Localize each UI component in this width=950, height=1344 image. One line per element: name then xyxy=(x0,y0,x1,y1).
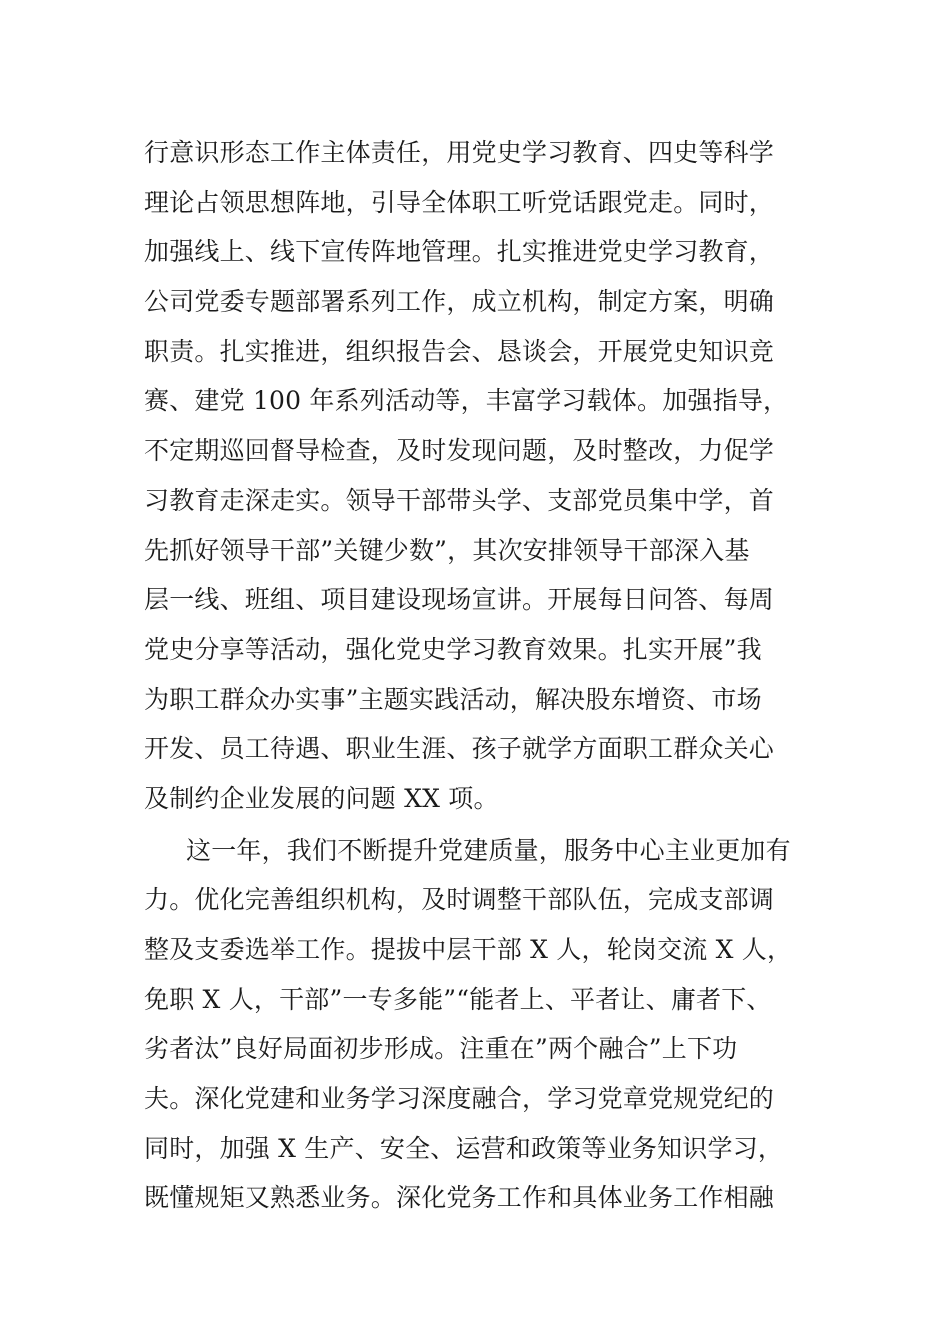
paragraph-line: 同时，加强 X 生产、安全、运营和政策等业务知识学习， xyxy=(144,1133,784,1163)
paragraph-2 xyxy=(144,826,824,1224)
paragraph-line: 理论占领思想阵地，引导全体职工听党话跟党走。同时， xyxy=(144,187,775,217)
document-body xyxy=(144,128,824,1223)
paragraph-line: 行意识形态工作主体责任，用党史学习教育、四史等科学 xyxy=(144,138,775,167)
paragraph-line: 习教育走深走实。领导干部带头学、支部党员集中学，首 xyxy=(144,485,775,515)
paragraph-line: 夫。深化党建和业务学习深度融合，学习党章党规党纪的 xyxy=(144,1084,775,1114)
paragraph-line-first: 这一年，我们不断提升党建质量，服务中心主业更加有 xyxy=(186,835,791,865)
paragraph-line: 赛、建党 100 年系列活动等，丰富学习载体。加强指导， xyxy=(144,386,789,416)
paragraph-line: 公司党委专题部署系列工作，成立机构，制定方案，明确 xyxy=(144,287,775,317)
paragraph-line: 加强线上、线下宣传阵地管理。扎实推进党史学习教育， xyxy=(144,237,775,267)
paragraph-line: 劣者汰”良好局面初步形成。注重在”两个融合”上下功 xyxy=(144,1034,738,1064)
paragraph-line: 免职 X 人，干部”一专多能”“能者上、平者让、庸者下、 xyxy=(144,984,772,1014)
paragraph-line: 力。优化完善组织机构，及时调整干部队伍，完成支部调 xyxy=(144,885,775,915)
paragraph-line: 职责。扎实推进，组织报告会、恳谈会，开展党史知识竞 xyxy=(144,336,775,366)
paragraph-line: 先抓好领导干部”关键少数”，其次安排领导干部深入基 xyxy=(144,535,750,565)
paragraph-line: 既懂规矩又熟悉业务。深化党务工作和具体业务工作相融 xyxy=(144,1183,775,1213)
paragraph-line: 不定期巡回督导检查，及时发现问题，及时整改，力促学 xyxy=(144,436,775,466)
paragraph-line: 开发、员工待遇、职业生涯、孩子就学方面职工群众关心 xyxy=(144,734,775,764)
paragraph-line: 整及支委选举工作。提拔中层干部 X 人，轮岗交流 X 人， xyxy=(144,935,793,964)
paragraph-1 xyxy=(144,128,824,824)
paragraph-line: 党史分享等活动，强化党史学习教育效果。扎实开展”我 xyxy=(144,634,762,664)
paragraph-line: 及制约企业发展的问题 XX 项。 xyxy=(144,783,499,813)
paragraph-line: 层一线、班组、项目建设现场宣讲。开展每日问答、每周 xyxy=(144,585,775,615)
paragraph-line: 为职工群众办实事”主题实践活动，解决股东增资、市场 xyxy=(144,684,762,714)
